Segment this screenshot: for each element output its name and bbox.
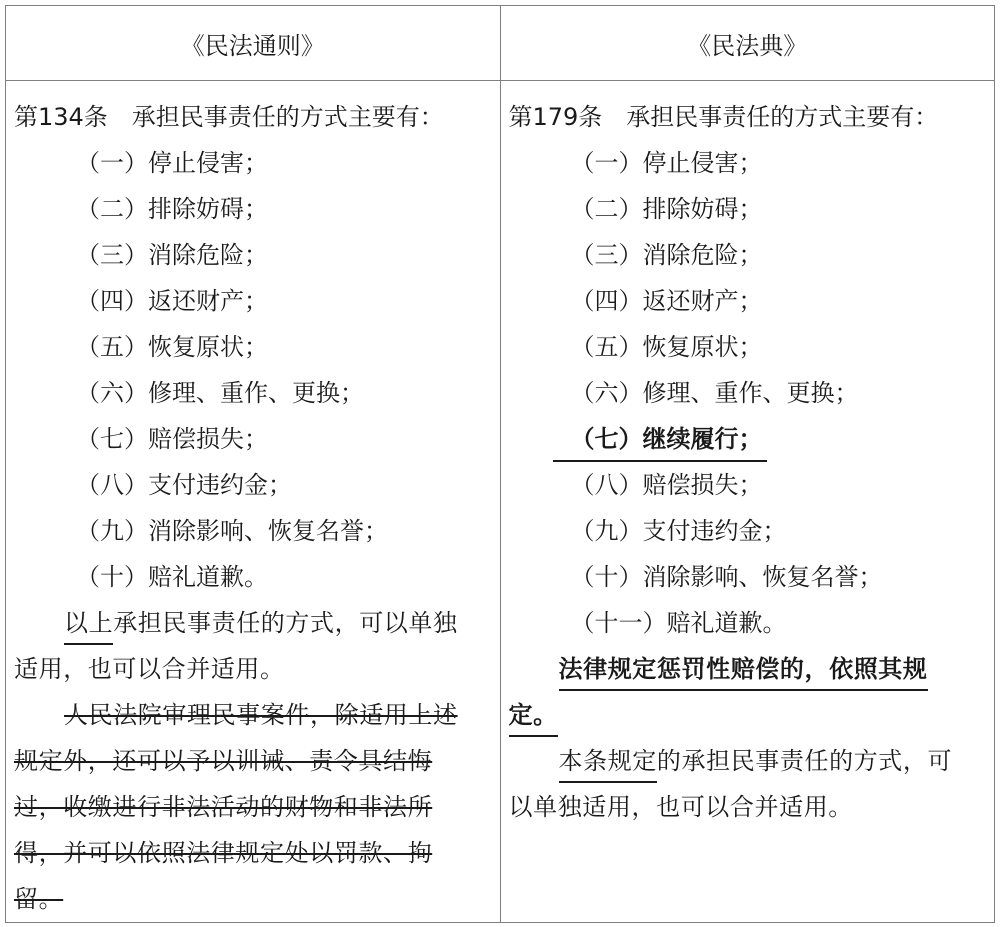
right-article-heading: 第179条 承担民事责任的方式主要有：	[508, 103, 939, 131]
right-item: （十一）赔礼道歉。	[570, 609, 787, 637]
right-item: （三）消除危险；	[570, 241, 763, 269]
right-item: （四）返还财产；	[570, 287, 763, 315]
right-paragraph-2-line-2: 以单独适用，也可以合并适用。	[508, 793, 853, 821]
left-paragraph-1	[14, 600, 492, 646]
comparison-table	[5, 5, 995, 923]
right-cell	[500, 81, 995, 923]
right-item: （五）恢复原状；	[570, 333, 763, 361]
underlined-text: 本条规定	[559, 741, 657, 783]
header-row	[6, 6, 995, 81]
deleted-line: 规定外，还可以予以训诫、责令具结悔	[14, 747, 433, 775]
paragraph-text: 的承担民事责任的方式，可	[656, 747, 953, 775]
added-paragraph: 法律规定惩罚性赔偿的，依照其规	[509, 646, 987, 692]
left-item: （四）返还财产；	[76, 287, 268, 315]
deleted-line: 留。	[14, 885, 64, 913]
left-item: （二）排除妨碍；	[76, 195, 268, 223]
right-item-added: （七）继续履行；	[509, 416, 987, 462]
right-item: （八）赔偿损失；	[570, 471, 763, 499]
left-item: （九）消除影响、恢复名誉；	[76, 517, 388, 545]
right-paragraph-2	[509, 738, 987, 784]
right-item: （九）支付违约金；	[570, 517, 787, 545]
left-item: （八）支付违约金；	[76, 471, 292, 499]
paragraph-text: 承担民事责任的方式，可以单独	[113, 609, 458, 637]
header-right: 《民法典》	[500, 6, 995, 81]
added-paragraph-line-2: 定。	[509, 692, 987, 738]
right-item: （一）停止侵害；	[570, 149, 763, 177]
left-paragraph-1-line-2: 适用，也可以合并适用。	[14, 655, 285, 683]
right-item: （十）消除影响、恢复名誉；	[570, 563, 883, 591]
right-item: （六）修理、重作、更换；	[570, 379, 859, 407]
left-item: （十）赔礼道歉。	[76, 563, 268, 591]
content-row	[6, 81, 995, 923]
deleted-line: 过，收缴进行非法活动的财物和非法所	[14, 793, 433, 821]
deleted-line: 得，并可以依照法律规定处以罚款、拘	[14, 839, 433, 867]
left-item: （七）赔偿损失；	[76, 425, 268, 453]
left-article-heading: 第134条 承担民事责任的方式主要有：	[14, 103, 444, 131]
left-item: （五）恢复原状；	[76, 333, 268, 361]
left-item: （六）修理、重作、更换；	[76, 379, 364, 407]
deleted-line: 人民法院审理民事案件，除适用上述	[64, 701, 458, 729]
header-left: 《民法通则》	[6, 6, 501, 81]
right-item: （二）排除妨碍；	[570, 195, 763, 223]
left-item: （一）停止侵害；	[76, 149, 268, 177]
left-item: （三）消除危险；	[76, 241, 268, 269]
underlined-text: 以上	[64, 603, 113, 645]
left-cell	[6, 81, 501, 923]
